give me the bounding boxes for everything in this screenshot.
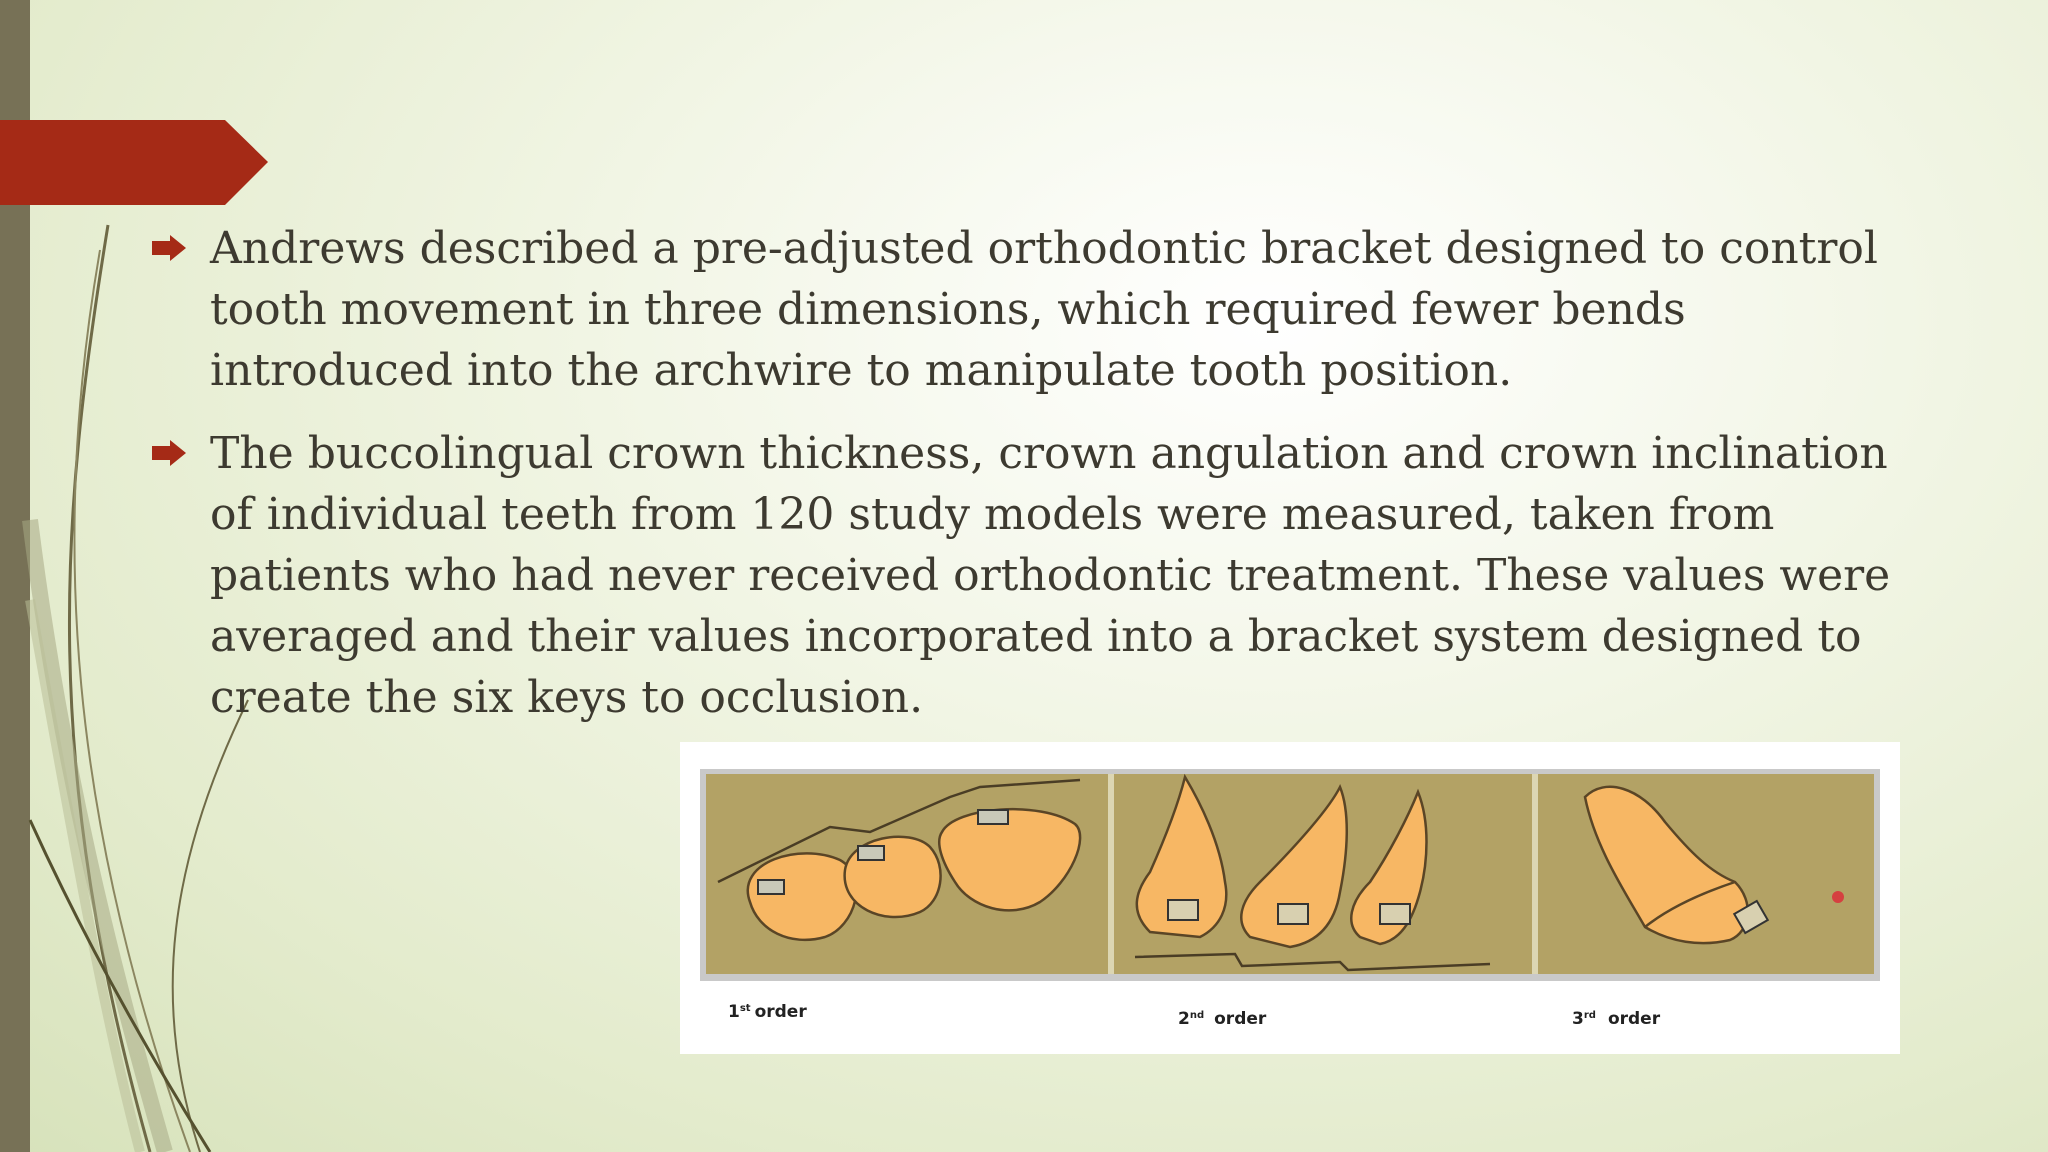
caption-second-order	[1178, 1009, 1267, 1029]
caption-first-order	[728, 1002, 807, 1022]
arrow-bullet-icon	[150, 218, 210, 266]
bullet-text: The buccolingual crown thickness, crown angulation and crown inclination of individual teeth from 120 study models were measured, taken from patients who had never received orthodontic treatment. These values were averaged and their values incorporated into a bracket system designed to create the six keys to occlusion.	[210, 428, 1891, 723]
caption-number: 2	[1178, 1009, 1190, 1029]
caption-word: order	[754, 1002, 807, 1022]
caption-superscript: st	[739, 1003, 751, 1014]
caption-word: order	[1214, 1009, 1267, 1029]
caption-superscript: rd	[1583, 1010, 1596, 1021]
panel-divider	[1532, 774, 1538, 974]
panel-divider	[1108, 774, 1114, 974]
bullet-text: Andrews described a pre-adjusted orthodontic bracket designed to control tooth movement in three dimensions, which required fewer bends introduced into the archwire to manipulate tooth position.	[210, 223, 1878, 396]
bullet-list	[150, 218, 1900, 750]
arrow-bullet-icon	[150, 423, 210, 471]
caption-number: 3	[1572, 1009, 1584, 1029]
accent-arrow-tab	[0, 120, 270, 205]
bullet-item	[150, 218, 1900, 401]
caption-word: order	[1607, 1009, 1661, 1029]
bullet-item	[150, 423, 1900, 728]
caption-third-order	[1572, 1009, 1661, 1029]
bracket-order-figure	[680, 742, 1900, 1054]
caption-number: 1	[728, 1002, 740, 1022]
caption-superscript: nd	[1189, 1010, 1205, 1021]
